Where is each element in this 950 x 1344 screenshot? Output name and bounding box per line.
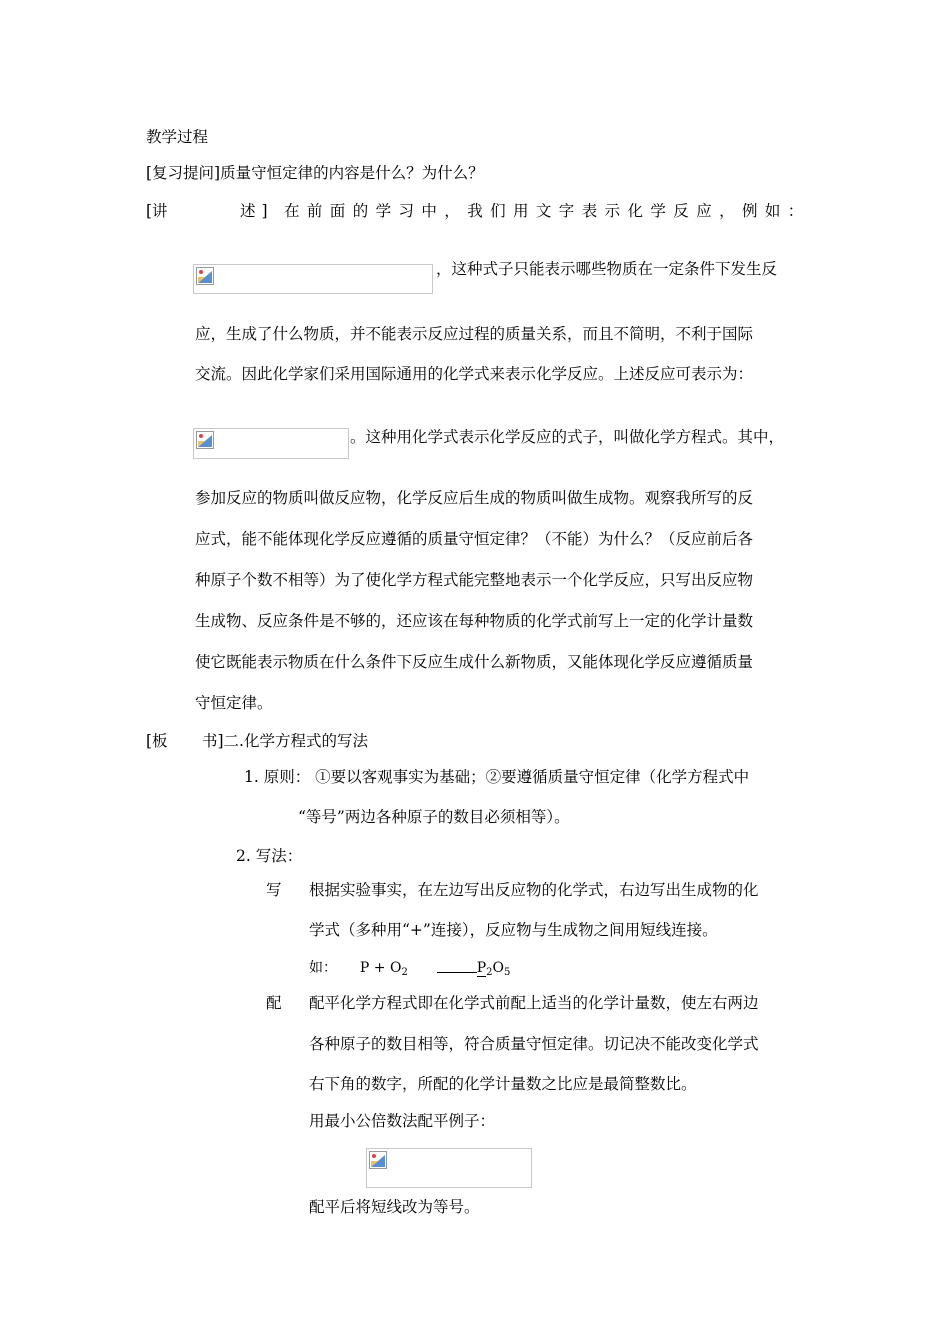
board-tag-left: [板 bbox=[146, 732, 168, 750]
principle-line-1: 1. 原则： ①要以客观事实为基础；②要遵循质量守恒定律（化学方程式中 bbox=[244, 768, 750, 786]
example-product-o: O bbox=[492, 960, 504, 976]
broken-image-icon bbox=[196, 267, 214, 285]
example-product-sub-2: 5 bbox=[504, 967, 511, 978]
lecture-line-7: 种原子个数不相等）为了使化学方程式能完整地表示一个化学反应，只写出反应物 bbox=[195, 571, 754, 589]
lecture-intro: 在前面的学习中，我们用文字表示化学反应，例如： bbox=[284, 202, 811, 220]
example-product-p: P bbox=[476, 960, 487, 976]
example-arrow-line bbox=[437, 958, 477, 973]
principle-line-2: “等号”两边各种原子的数目必须相等）。 bbox=[298, 808, 570, 826]
example-reactant-subscript: 2 bbox=[401, 967, 408, 978]
board-heading: 书]二.化学方程式的写法 bbox=[202, 732, 368, 750]
lecture-line-6: 应式，能不能体现化学反应遵循的质量守恒定律？（不能）为什么？（反应前后各 bbox=[195, 530, 754, 548]
after-balance-note: 配平后将短线改为等号。 bbox=[309, 1198, 480, 1216]
broken-image-icon bbox=[369, 1151, 387, 1169]
method-title: 2. 写法： bbox=[236, 847, 303, 865]
lecture-tag-right: 述] bbox=[240, 202, 274, 220]
lecture-line-5: 参加反应的物质叫做反应物，化学反应后生成的物质叫做生成物。观察我所写的反 bbox=[195, 489, 754, 507]
lecture-tag-left: [讲 bbox=[146, 202, 168, 220]
word-equation-image bbox=[193, 264, 433, 294]
chemical-formula-image bbox=[193, 428, 349, 459]
example-product-sub-1: 2 bbox=[486, 967, 493, 978]
balance-line-1: 配平化学方程式即在化学式前配上适当的化学计量数，使左右两边 bbox=[309, 994, 759, 1012]
broken-image-icon bbox=[196, 431, 214, 449]
write-line-1: 根据实验事实，在左边写出反应物的化学式，右边写出生成物的化 bbox=[309, 881, 759, 899]
review-question: [复习提问]质量守恒定律的内容是什么？为什么？ bbox=[146, 164, 484, 182]
write-label: 写 bbox=[266, 881, 282, 899]
lecture-line-8: 生成物、反应条件是不够的，还应该在每种物质的化学式前写上一定的化学计量数 bbox=[195, 612, 754, 630]
balanced-equation-image bbox=[366, 1148, 532, 1188]
section-title: 教学过程 bbox=[146, 128, 209, 146]
example-prefix: 如： bbox=[309, 960, 337, 976]
lecture-line-10: 守恒定律。 bbox=[195, 694, 273, 712]
lecture-line-3: 交流。因此化学家们采用国际通用的化学式来表示化学反应。上述反应可表示为： bbox=[195, 365, 754, 383]
example-equation bbox=[309, 958, 510, 983]
balance-label: 配 bbox=[266, 994, 282, 1012]
lecture-line-2: 应，生成了什么物质，并不能表示反应过程的质量关系，而且不简明，不利于国际 bbox=[195, 325, 754, 343]
balance-line-3: 右下角的数字，所配的化学计量数之比应是最简整数比。 bbox=[309, 1075, 697, 1093]
lcm-title: 用最小公倍数法配平例子： bbox=[309, 1112, 496, 1130]
lecture-line-9: 使它既能表示物质在什么条件下反应生成什么新物质，又能体现化学反应遵循质量 bbox=[195, 653, 754, 671]
lecture-after-image-2: 。这种用化学式表示化学反应的式子，叫做化学方程式。其中， bbox=[350, 428, 785, 446]
balance-line-2: 各种原子的数目相等，符合质量守恒定律。切记决不能改变化学式 bbox=[309, 1035, 759, 1053]
write-line-2: 学式（多种用“+”连接），反应物与生成物之间用短线连接。 bbox=[309, 921, 718, 939]
lecture-after-image-1: ，这种式子只能表示哪些物质在一定条件下发生反 bbox=[436, 260, 778, 278]
example-reactants: P + O bbox=[359, 960, 402, 976]
